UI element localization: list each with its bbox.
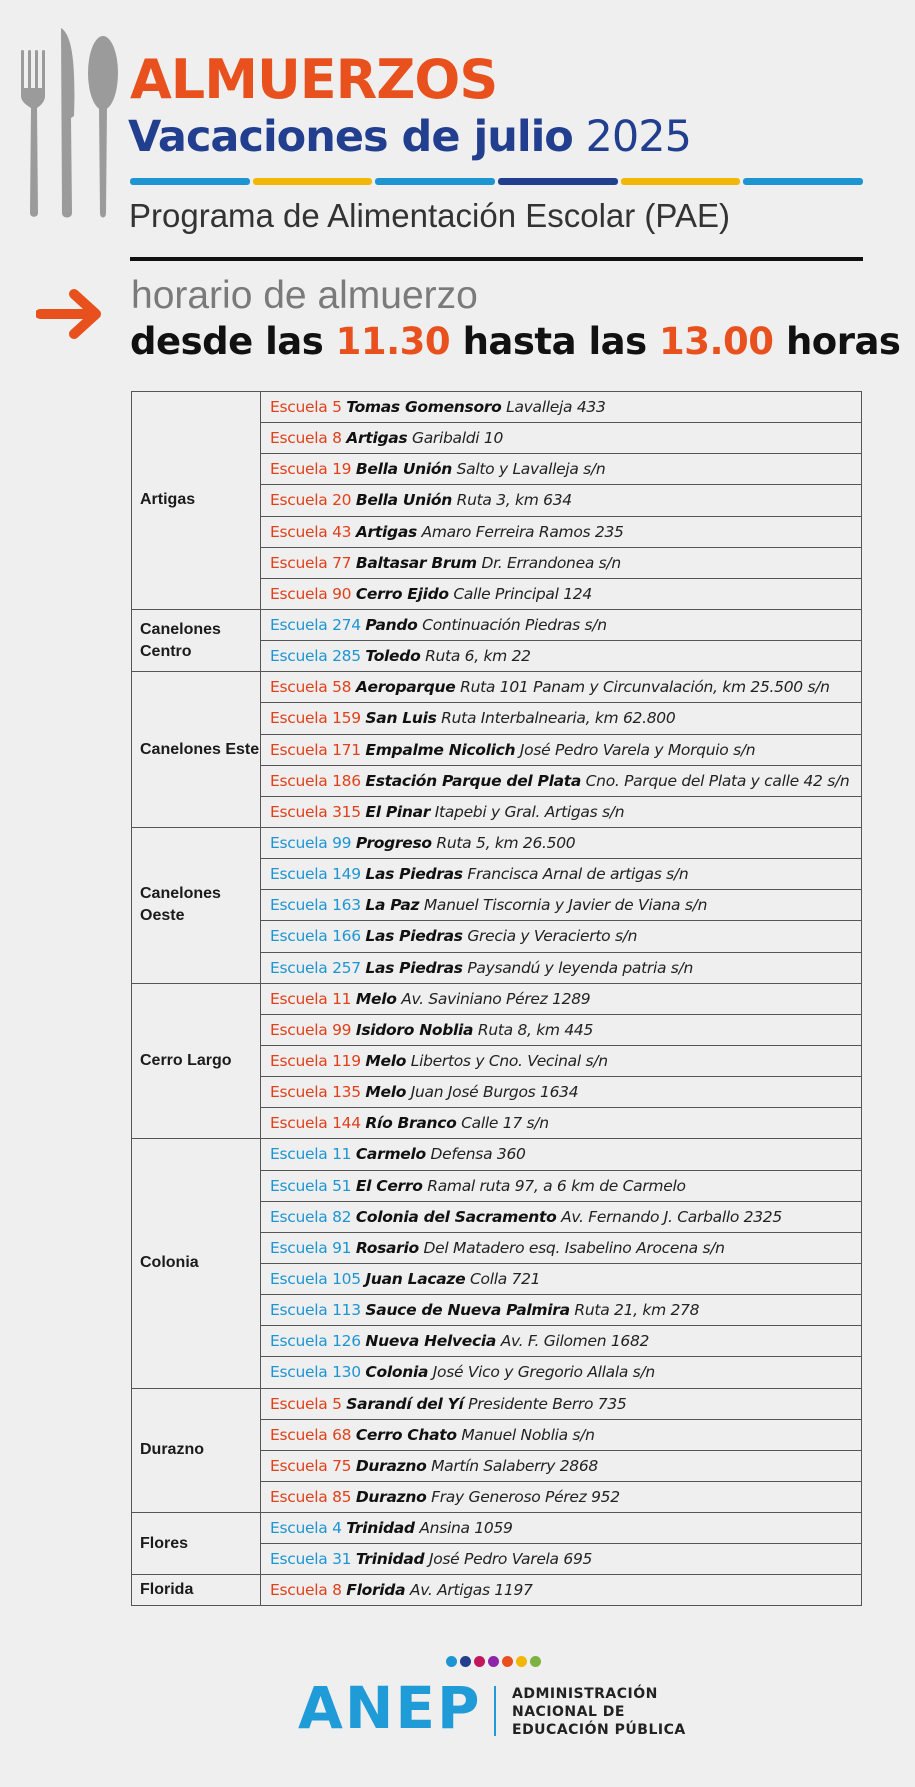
- schedule-to-text: hasta las: [462, 320, 647, 363]
- school-locality: Toledo: [365, 647, 421, 666]
- school-cell: [261, 921, 862, 952]
- school-number: Escuela 274: [270, 616, 361, 635]
- school-locality: Baltasar Brum: [355, 553, 477, 572]
- stripe-segment: [130, 178, 250, 185]
- school-number: Escuela 75: [270, 1456, 352, 1475]
- schedule-unit: horas: [785, 320, 901, 363]
- school-address: Dr. Errandonea s/n: [481, 553, 621, 572]
- table-row: [132, 1513, 862, 1544]
- school-number: Escuela 4: [270, 1519, 342, 1538]
- table-row: [132, 609, 862, 640]
- school-number: Escuela 144: [270, 1114, 361, 1133]
- stripe-segment: [253, 178, 373, 185]
- school-address: Cno. Parque del Plata y calle 42 s/n: [585, 771, 850, 790]
- school-locality: Artigas: [346, 429, 408, 448]
- department-name: Florida: [132, 1575, 261, 1606]
- school-address: Continuación Piedras s/n: [422, 616, 607, 635]
- program-name: Programa de Alimentación Escolar (PAE): [129, 197, 730, 234]
- org-name: [512, 1685, 686, 1739]
- page-title: ALMUERZOS: [130, 48, 498, 111]
- department-name: Artigas: [132, 392, 261, 610]
- logo-divider: [494, 1686, 496, 1736]
- schedule-from-time: 11.30: [335, 320, 451, 363]
- school-locality: Juan Lacaze: [365, 1270, 466, 1288]
- school-address: Martín Salaberry 2868: [431, 1456, 598, 1475]
- school-number: Escuela 285: [270, 647, 361, 666]
- schedule-from-text: desde las: [130, 320, 324, 363]
- school-locality: El Cerro: [355, 1176, 423, 1195]
- cutlery-icon: [18, 28, 118, 223]
- brand-dot: [446, 1656, 457, 1667]
- school-cell: [261, 1419, 862, 1450]
- table-row: [132, 1388, 862, 1419]
- school-cell: [261, 641, 862, 672]
- school-number: Escuela 68: [270, 1425, 352, 1444]
- school-cell: [261, 983, 862, 1014]
- department-name: Canelones Oeste: [132, 827, 261, 983]
- school-locality: Bella Unión: [355, 491, 452, 510]
- school-cell: [261, 952, 862, 983]
- school-number: Escuela 186: [270, 771, 361, 790]
- school-cell: [261, 1388, 862, 1419]
- school-number: Escuela 149: [270, 865, 361, 884]
- org-line-1: ADMINISTRACIÓN: [512, 1686, 658, 1702]
- schedule-label: horario de almuerzo: [131, 274, 478, 317]
- school-address: José Pedro Varela y Morquio s/n: [519, 740, 756, 759]
- school-number: Escuela 130: [270, 1363, 361, 1382]
- school-locality: Carmelo: [355, 1145, 426, 1164]
- school-address: Av. F. Gilomen 1682: [500, 1332, 650, 1351]
- school-cell: [261, 1575, 862, 1606]
- school-cell: [261, 1326, 862, 1357]
- school-cell: [261, 827, 862, 858]
- department-name: Canelones Centro: [132, 609, 261, 671]
- table-row: [132, 1139, 862, 1170]
- school-locality: Pando: [365, 616, 418, 635]
- school-locality: Nueva Helvecia: [365, 1332, 497, 1351]
- school-cell: [261, 609, 862, 640]
- brand-dot: [488, 1656, 499, 1667]
- school-address: José Vico y Gregorio Allala s/n: [432, 1363, 655, 1382]
- school-locality: Las Piedras: [365, 958, 463, 977]
- school-number: Escuela 119: [270, 1052, 361, 1071]
- school-address: Ruta 101 Panam y Circunvalación, km 25.500 s/n: [460, 678, 830, 697]
- stripe-segment: [498, 178, 618, 185]
- school-locality: Las Piedras: [365, 927, 463, 946]
- school-cell: [261, 672, 862, 703]
- school-number: Escuela 19: [270, 460, 352, 479]
- school-number: Escuela 90: [270, 584, 352, 603]
- school-locality: Sarandí del Yí: [346, 1394, 464, 1413]
- school-address: Presidente Berro 735: [468, 1394, 627, 1413]
- school-number: Escuela 315: [270, 802, 361, 821]
- school-locality: Florida: [346, 1581, 406, 1600]
- school-cell: [261, 1077, 862, 1108]
- school-cell: [261, 1263, 862, 1294]
- brand-dot: [502, 1656, 513, 1667]
- department-name: Colonia: [132, 1139, 261, 1388]
- school-number: Escuela 20: [270, 491, 352, 510]
- school-locality: Bella Unión: [355, 460, 452, 479]
- school-locality: Tomas Gomensoro: [346, 398, 502, 417]
- school-cell: [261, 1450, 862, 1481]
- school-cell: [261, 859, 862, 890]
- brand-dot: [516, 1656, 527, 1667]
- org-line-3: EDUCACIÓN PÚBLICA: [512, 1722, 686, 1738]
- school-locality: Río Branco: [365, 1114, 457, 1133]
- school-address: Ramal ruta 97, a 6 km de Carmelo: [427, 1176, 686, 1195]
- school-address: Calle Principal 124: [453, 584, 592, 603]
- school-address: Juan José Burgos 1634: [410, 1083, 579, 1102]
- brand-dot: [530, 1656, 541, 1667]
- school-cell: [261, 734, 862, 765]
- school-locality: Aeroparque: [355, 678, 456, 697]
- school-cell: [261, 392, 862, 423]
- school-address: Calle 17 s/n: [461, 1114, 549, 1133]
- school-number: Escuela 31: [270, 1550, 352, 1569]
- department-name: Canelones Este: [132, 672, 261, 828]
- school-cell: [261, 1201, 862, 1232]
- school-address: Paysandú y leyenda patria s/n: [467, 958, 694, 977]
- school-cell: [261, 1513, 862, 1544]
- school-address: José Pedro Varela 695: [428, 1550, 593, 1569]
- brand-dot: [460, 1656, 471, 1667]
- school-number: Escuela 171: [270, 740, 361, 759]
- school-cell: [261, 1295, 862, 1326]
- org-line-2: NACIONAL DE: [512, 1704, 625, 1720]
- schedule-hours: [130, 318, 900, 366]
- school-number: Escuela 257: [270, 958, 361, 977]
- department-name: Cerro Largo: [132, 983, 261, 1139]
- table-row: [132, 672, 862, 703]
- arrow-right-icon: [36, 287, 106, 341]
- school-address: Manuel Tiscornia y Javier de Viana s/n: [423, 896, 708, 915]
- school-number: Escuela 43: [270, 522, 352, 541]
- table-row: [132, 1575, 862, 1606]
- school-cell: [261, 1014, 862, 1045]
- school-cell: [261, 454, 862, 485]
- department-name: Durazno: [132, 1388, 261, 1513]
- school-cell: [261, 1357, 862, 1388]
- school-number: Escuela 99: [270, 834, 352, 853]
- school-address: Ruta 6, km 22: [425, 647, 531, 666]
- school-address: Libertos y Cno. Vecinal s/n: [410, 1052, 608, 1071]
- page-subtitle: [128, 112, 691, 162]
- school-number: Escuela 51: [270, 1176, 352, 1195]
- school-cell: [261, 578, 862, 609]
- school-address: Francisca Arnal de artigas s/n: [467, 865, 689, 884]
- school-number: Escuela 11: [270, 989, 352, 1008]
- school-cell: [261, 516, 862, 547]
- department-name: Flores: [132, 1513, 261, 1575]
- school-number: Escuela 77: [270, 553, 352, 572]
- school-locality: Durazno: [355, 1487, 427, 1506]
- school-number: Escuela 166: [270, 927, 361, 946]
- school-cell: [261, 1544, 862, 1575]
- school-address: Av. Saviniano Pérez 1289: [401, 989, 591, 1008]
- school-number: Escuela 8: [270, 429, 342, 448]
- school-locality: Isidoro Noblia: [355, 1020, 474, 1039]
- school-locality: Progreso: [355, 834, 432, 853]
- school-locality: San Luis: [365, 709, 437, 728]
- schedule-to-time: 13.00: [659, 320, 774, 363]
- subtitle-text: Vacaciones de julio: [128, 112, 573, 162]
- school-cell: [261, 796, 862, 827]
- school-cell: [261, 547, 862, 578]
- school-cell: [261, 1045, 862, 1076]
- school-number: Escuela 5: [270, 1394, 342, 1413]
- school-address: Manuel Noblia s/n: [461, 1425, 595, 1444]
- school-number: Escuela 5: [270, 398, 342, 417]
- school-cell: [261, 1232, 862, 1263]
- school-number: Escuela 105: [270, 1270, 361, 1288]
- school-cell: [261, 485, 862, 516]
- school-cell: [261, 1108, 862, 1139]
- school-address: Ruta 8, km 445: [477, 1020, 594, 1039]
- school-address: Garibaldi 10: [411, 429, 504, 448]
- school-number: Escuela 159: [270, 709, 361, 728]
- school-number: Escuela 126: [270, 1332, 361, 1351]
- stripe-segment: [375, 178, 495, 185]
- school-address: Ansina 1059: [419, 1519, 513, 1538]
- schools-table: [131, 391, 862, 1606]
- school-address: Itapebi y Gral. Artigas s/n: [434, 802, 625, 821]
- subtitle-year: 2025: [585, 112, 691, 162]
- school-number: Escuela 135: [270, 1083, 361, 1102]
- school-cell: [261, 1481, 862, 1512]
- school-address: Colla 721: [469, 1270, 541, 1288]
- divider: [130, 257, 863, 261]
- school-address: Ruta Interbalnearia, km 62.800: [441, 709, 676, 728]
- anep-logo: ANEP: [298, 1674, 482, 1742]
- school-locality: Sauce de Nueva Palmira: [365, 1301, 570, 1320]
- stripe-segment: [621, 178, 741, 185]
- school-cell: [261, 1139, 862, 1170]
- school-address: Ruta 21, km 278: [574, 1301, 700, 1320]
- school-locality: La Paz: [365, 896, 420, 915]
- school-number: Escuela 82: [270, 1207, 352, 1226]
- school-address: Ruta 3, km 634: [456, 491, 572, 510]
- school-address: Ruta 5, km 26.500: [436, 834, 576, 853]
- school-locality: Trinidad: [355, 1550, 425, 1569]
- school-number: Escuela 58: [270, 678, 352, 697]
- school-locality: Melo: [355, 989, 397, 1008]
- school-locality: Durazno: [355, 1456, 427, 1475]
- color-stripe: [130, 178, 863, 185]
- school-number: Escuela 163: [270, 896, 361, 915]
- school-locality: Melo: [365, 1052, 407, 1071]
- school-cell: [261, 765, 862, 796]
- school-address: Amaro Ferreira Ramos 235: [421, 522, 624, 541]
- table-row: [132, 827, 862, 858]
- school-locality: Estación Parque del Plata: [365, 771, 582, 790]
- school-number: Escuela 8: [270, 1581, 342, 1600]
- school-locality: Artigas: [355, 522, 417, 541]
- table-row: [132, 392, 862, 423]
- school-address: Fray Generoso Pérez 952: [431, 1487, 620, 1506]
- school-address: Av. Artigas 1197: [409, 1581, 533, 1600]
- school-locality: Colonia del Sacramento: [355, 1207, 557, 1226]
- school-cell: [261, 890, 862, 921]
- school-number: Escuela 113: [270, 1301, 361, 1320]
- school-cell: [261, 1170, 862, 1201]
- school-locality: Rosario: [355, 1238, 419, 1257]
- brand-dot: [474, 1656, 485, 1667]
- school-address: Grecia y Veracierto s/n: [467, 927, 638, 946]
- school-locality: Las Piedras: [365, 865, 463, 884]
- school-address: Salto y Lavalleja s/n: [456, 460, 606, 479]
- school-cell: [261, 423, 862, 454]
- school-number: Escuela 91: [270, 1238, 352, 1257]
- school-address: Del Matadero esq. Isabelino Arocena s/n: [423, 1238, 725, 1257]
- school-locality: Colonia: [365, 1363, 429, 1382]
- table-row: [132, 983, 862, 1014]
- school-address: Lavalleja 433: [506, 398, 606, 417]
- brand-dots: [446, 1656, 541, 1667]
- school-address: Defensa 360: [430, 1145, 526, 1164]
- stripe-segment: [743, 178, 863, 185]
- school-number: Escuela 11: [270, 1145, 352, 1164]
- school-locality: Trinidad: [346, 1519, 415, 1538]
- school-number: Escuela 99: [270, 1020, 352, 1039]
- school-cell: [261, 703, 862, 734]
- school-locality: Cerro Chato: [355, 1425, 457, 1444]
- school-locality: Empalme Nicolich: [365, 740, 516, 759]
- school-locality: Melo: [365, 1083, 407, 1102]
- school-locality: Cerro Ejido: [355, 584, 449, 603]
- school-address: Av. Fernando J. Carballo 2325: [561, 1207, 782, 1226]
- school-number: Escuela 85: [270, 1487, 352, 1506]
- school-locality: El Pinar: [365, 802, 431, 821]
